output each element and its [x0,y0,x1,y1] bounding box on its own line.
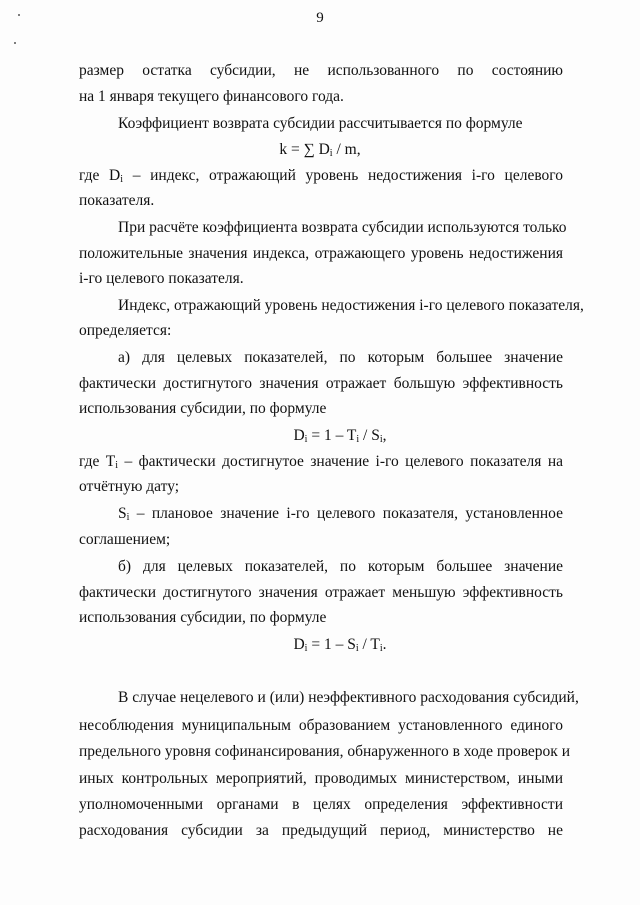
scan-speck [14,42,16,44]
paragraph-line: При расчёте коэффициента возврата субсидии используются только [118,219,567,236]
formula-subscript: i [304,643,308,654]
formula-part: . [382,636,387,653]
formula-part: , [382,427,387,444]
text-part: – фактически достигнутое значение i-го целевого показателя на [118,453,563,470]
formula-k [0,141,640,159]
paragraph-line: уполномоченными органами в целях определения эффективности [79,796,563,813]
paragraph-line: фактически достигнутого значения отражает меньшую эффективность [79,584,563,601]
paragraph-line: на 1 января текущего финансового года. [79,88,344,105]
paragraph-line: положительные значения индекса, отражающего уровень недостижения [79,245,563,262]
formula-subscript: i [356,434,360,445]
paragraph-line: В случае нецелевого и (или) неэффективного расходования субсидий, [118,689,579,706]
paragraph-line: отчётную дату; [79,478,180,495]
formula-part: D [293,636,305,653]
formula-part: / S [359,427,380,444]
formula-subscript: i [379,434,383,445]
paragraph-line: иных контрольных мероприятий, проводимых министерством, иными [79,770,563,787]
formula-subscript: i [304,434,308,445]
paragraph-line [118,505,563,523]
text-part: – индекс, отражающий уровень недостижения i-го целевого [123,167,564,184]
text-subscript: i [120,174,124,185]
formula-part: = 1 – T [307,427,357,444]
formula-part: / T [358,636,380,653]
formula-part: D [293,427,305,444]
paragraph-line [79,167,563,185]
paragraph-line: определяется: [79,322,172,339]
paragraph-line: несоблюдения муниципальным образованием установленного единого [79,717,563,734]
paragraph-line: использования субсидии, по формуле [79,400,327,417]
paragraph-line: фактически достигнутого значения отражает большую эффективность [79,375,563,392]
paragraph-line: предельного уровня софинансирования, обнаруженного в ходе проверок и [79,743,570,760]
formula-d-b [0,636,640,654]
paragraph-line: i-го целевого показателя. [79,270,244,287]
paragraph-line: использования субсидии, по формуле [79,609,327,626]
paragraph-line: соглашением; [79,531,171,548]
text-subscript: i [115,460,119,471]
text-part: где D [79,167,121,184]
paragraph-line: б) для целевых показателей, по которым большее значение [118,558,563,575]
paragraph-line: расходования субсидии за предыдущий период, министерство не [79,822,563,839]
paragraph-line: показателя. [79,192,155,209]
text-part: – плановое значение i-го целевого показателя, установленное [129,505,563,522]
text-part: S [118,505,127,522]
formula-part: k = ∑ D [279,141,330,158]
text-part: где T [79,453,116,470]
formula-part: / m, [332,141,361,158]
paragraph-line [79,453,563,471]
formula-subscript: i [379,643,383,654]
formula-subscript: i [329,148,333,159]
text-subscript: i [126,512,130,523]
formula-part: = 1 – S [307,636,356,653]
paragraph-line: а) для целевых показателей, по которым большее значение [118,349,563,366]
formula-subscript: i [355,643,359,654]
paragraph-line: Индекс, отражающий уровень недостижения i-го целевого показателя, [118,297,584,314]
paragraph-line: размер остатка субсидии, не использованного по состоянию [79,62,563,79]
formula-d-a [0,427,640,445]
page-number: 9 [316,10,324,26]
paragraph-line: Коэффициент возврата субсидии рассчитывается по формуле [118,115,523,132]
